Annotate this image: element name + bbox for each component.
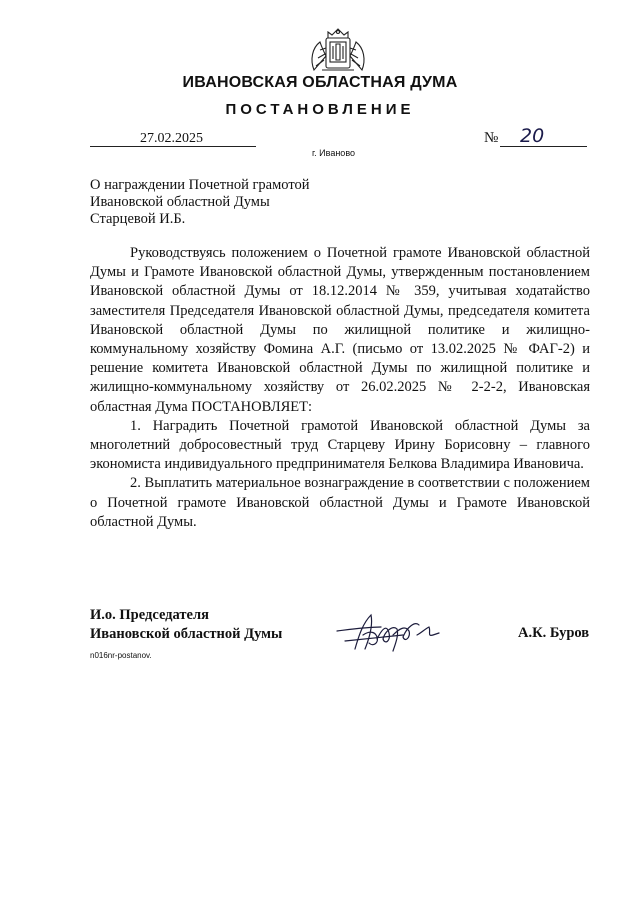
document-body (90, 244, 590, 532)
file-reference: n016nr-postanov. (90, 651, 152, 660)
signatory-title-line: И.о. Председателя (90, 607, 209, 623)
signatory-name: А.К. Буров (518, 625, 590, 641)
subject-line: Старцевой И.Б. (90, 211, 186, 227)
number-label: № (484, 130, 499, 146)
preamble-paragraph: Руководствуясь положением о Почетной грамоте Ивановской областной Думы и Грамоте Ивановской областной Думы, утвержденным постановлением Ивановской областной Думы от 18.12.2014 № 359, учитывая ходатайство заместителя Председателя Ивановской областной Думы, председателя комитета Ивановской областной Думы по жилищной политике и жилищно-коммунальному хозяйству Фомина А.Г. (письмо от 13.02.2025 № ФАГ-2) и решение комитета Ивановской областной Думы по жилищной политике и жилищно-коммунальному хозяйству от 26.02.2025 № 2-2-2, Ивановская областная Дума ПОСТАНОВЛЯЕТ: (90, 245, 590, 415)
subject-line: О награждении Почетной грамотой (90, 177, 310, 193)
document-number: 20 (520, 125, 545, 147)
document-date: 27.02.2025 (140, 131, 203, 146)
handwritten-signature-icon (333, 605, 443, 660)
signatory-title (90, 606, 282, 644)
number-underline (500, 146, 587, 147)
document-type: ПОСТАНОВЛЕНИЕ (225, 101, 415, 118)
document-city: г. Иваново (312, 148, 356, 158)
document-subject (90, 177, 310, 228)
ivanovo-duma-emblem-icon (306, 26, 370, 74)
signatory-title-line: Ивановской областной Думы (90, 626, 283, 642)
resolution-item-1: 1. Наградить Почетной грамотой Ивановской областной Думы за многолетний добросовестный труд Старцеву Ирину Борисовну – главного экономиста индивидуального предпринимателя Белкова Владимира Ивановича. (90, 417, 590, 473)
resolution-item-2: 2. Выплатить материальное вознаграждение в соответствии с положением о Почетной грамоте Ивановской областной Думы и Грамоте Ивановской областной Думы. (90, 475, 590, 530)
organization-title: ИВАНОВСКАЯ ОБЛАСТНАЯ ДУМА (182, 74, 458, 91)
subject-line: Ивановской областной Думы (90, 194, 270, 210)
